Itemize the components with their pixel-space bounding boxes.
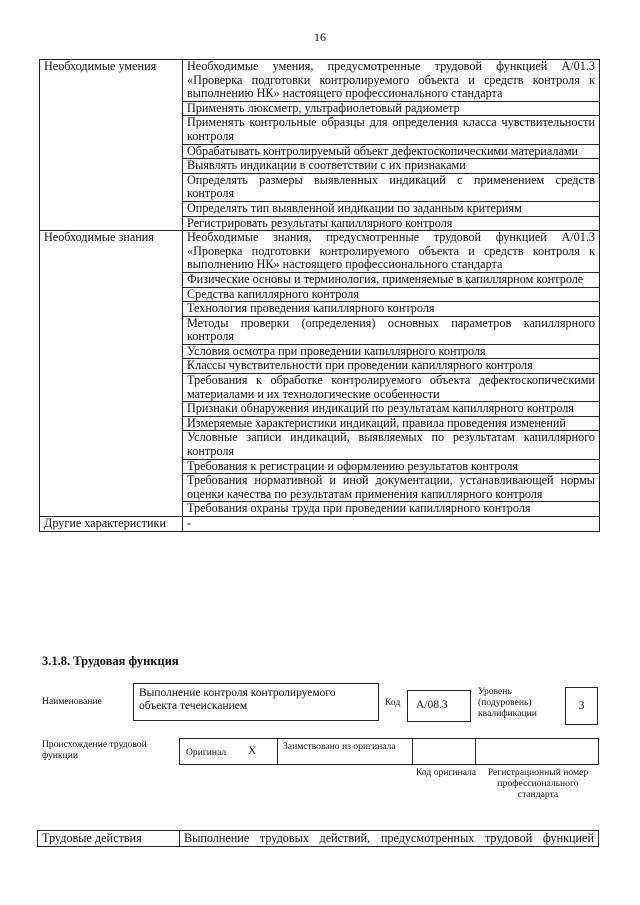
skills-item: Определять тип выявленной индикации по заданным критериям <box>183 201 600 216</box>
level-value-box <box>565 687 598 725</box>
skills-item: Выявлять индикации в соответствии с их признаками <box>183 159 600 174</box>
knowledge-item: Методы проверки (определения) основных параметров капиллярного контроля <box>183 316 600 344</box>
name-value: Выполнение контроля контролируемого объекта течеисканием <box>139 687 336 712</box>
code-original-label: Код оригинала <box>415 767 477 778</box>
skills-item: Обрабатывать контролируемый объект дефектоскопическими материалами <box>183 144 600 159</box>
reg-number-cell <box>475 738 599 765</box>
knowledge-item: Требования нормативной и иной документации, устанавливающей нормы оценки качества по результатам применения капиллярного контроля <box>183 474 600 502</box>
knowledge-item: Классы чувствительности при проведении капиллярного контроля <box>183 359 600 374</box>
knowledge-item: Требования охраны труда при проведении капиллярного контроля <box>183 502 600 517</box>
other-value: - <box>183 517 600 532</box>
knowledge-item: Признаки обнаружения индикаций по результатам капиллярного контроля <box>183 402 600 417</box>
code-label: Код <box>385 697 401 708</box>
actions-row <box>38 831 599 847</box>
skills-row <box>40 60 600 102</box>
knowledge-item: Необходимые знания, предусмотренные трудовой функцией А/01.3 «Проверка подготовки контролируемого объекта и средств контроля к выполнению НК» настоящего профессионального стандарта <box>183 231 600 273</box>
page-number: 16 <box>314 30 326 44</box>
code-value: А/08.3 <box>416 699 448 711</box>
knowledge-item: Средства капиллярного контроля <box>183 287 600 302</box>
actions-label: Трудовые действия <box>38 831 180 847</box>
knowledge-item: Требования к обработке контролируемого объекта дефектоскопическими материалами и их технологические особенности <box>183 374 600 402</box>
knowledge-row <box>40 231 600 273</box>
code-original-cell <box>412 738 476 765</box>
knowledge-item: Измеряемые характеристики индикаций, правила проведения изменений <box>183 416 600 431</box>
skills-item: Применять люксметр, ультрафиолетовый радиометр <box>183 101 600 116</box>
knowledge-item: Требования к регистрации и оформлению результатов контроля <box>183 459 600 474</box>
knowledge-item: Физические основы и терминология, применяемые в капиллярном контроле <box>183 272 600 287</box>
reg-number-label: Регистрационный номер профессионального стандарта <box>487 767 589 800</box>
skills-item: Применять контрольные образцы для определения класса чувствительности контроля <box>183 116 600 144</box>
knowledge-item: Условные записи индикаций, выявляемых по результатам капиллярного контроля <box>183 431 600 459</box>
level-value: 3 <box>578 700 585 712</box>
skills-label: Необходимые умения <box>40 60 183 231</box>
name-label: Наименование <box>42 696 102 707</box>
knowledge-label: Необходимые знания <box>40 231 183 517</box>
actions-first-item: Выполнение трудовых действий, предусмотренных трудовой функцией <box>180 831 599 847</box>
borrowed-label: Заимствовано из оригинала <box>283 741 396 752</box>
section-title: 3.1.8. Трудовая функция <box>42 654 179 668</box>
code-value-box <box>407 690 471 722</box>
knowledge-item: Условия осмотра при проведении капиллярного контроля <box>183 344 600 359</box>
knowledge-item: Технология проведения капиллярного контроля <box>183 302 600 317</box>
other-row <box>40 517 600 532</box>
actions-table <box>37 830 599 847</box>
name-value-box <box>133 683 379 721</box>
level-label: Уровень (подуровень) квалификации <box>478 686 537 719</box>
skills-item: Определять размеры выявленных индикаций с применением средств контроля <box>183 173 600 201</box>
other-label: Другие характеристики <box>40 517 183 532</box>
original-cell <box>179 738 278 765</box>
borrowed-cell <box>277 738 413 765</box>
original-mark: Х <box>248 745 257 757</box>
skills-item: Регистрировать результаты капиллярного контроля <box>183 216 600 231</box>
original-label: Оригинал <box>186 747 227 758</box>
skills-item: Необходимые умения, предусмотренные трудовой функцией А/01.3 «Проверка подготовки контролируемого объекта и средств контроля к выполнению НК» настоящего профессионального стандарта <box>183 60 600 102</box>
origin-label: Происхождение трудовой функции <box>42 739 147 761</box>
characteristics-table <box>39 59 600 532</box>
